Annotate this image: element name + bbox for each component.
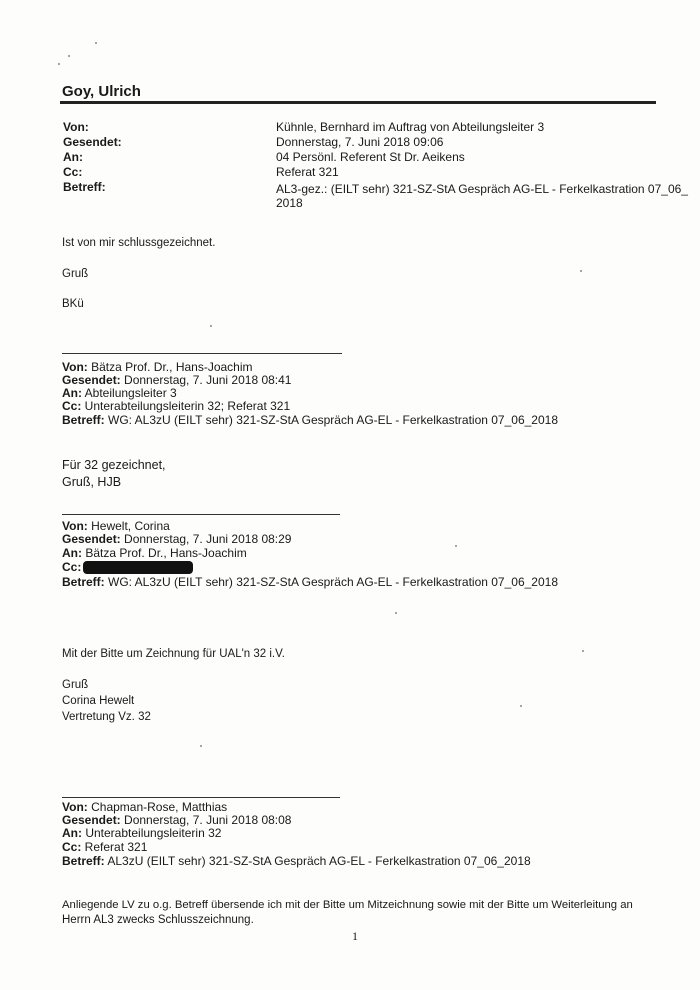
fwd3-gesendet-value: Donnerstag, 7. Juni 2018 08:08 (120, 813, 292, 827)
header-betreff-label: Betreff: (63, 180, 106, 194)
header-von-label: Von: (63, 120, 89, 134)
separator-fwd3 (62, 797, 340, 798)
fwd1-betreff (62, 413, 558, 427)
fwd2-gesendet-label: Gesendet: (62, 532, 121, 546)
fwd2-betreff-value: WG: AL3zU (EILT sehr) 321-SZ-StA Gespräch AG-EL - Ferkelkastration 07_06_2018 (104, 575, 558, 589)
fwd1-cc-value: Unterabteilungsleiterin 32; Referat 321 (81, 399, 291, 413)
scan-speck (580, 270, 582, 272)
fwd2-body-name: Corina Hewelt (62, 695, 135, 707)
fwd1-betreff-value: WG: AL3zU (EILT sehr) 321-SZ-StA Gespräch AG-EL - Ferkelkastration 07_06_2018 (104, 413, 558, 427)
fwd2-gesendet (62, 532, 291, 546)
fwd3-von-value: Chapman-Rose, Matthias (87, 800, 228, 814)
fwd3-an (62, 826, 221, 840)
fwd2-an-value: Bätza Prof. Dr., Hans-Joachim (82, 546, 247, 560)
header-von-value: Kühnle, Bernhard im Auftrag von Abteilungsleiter 3 (276, 120, 545, 134)
header-cc-value: Referat 321 (276, 165, 339, 179)
fwd2-body-line1: Mit der Bitte um Zeichnung für UAL'n 32 i.V. (62, 648, 285, 660)
fwd3-gesendet-label: Gesendet: (62, 813, 121, 827)
header-gesendet-label: Gesendet: (63, 135, 122, 149)
sender-title: Goy, Ulrich (62, 83, 141, 100)
message1-line1: Ist von mir schlussgezeichnet. (62, 237, 216, 249)
fwd1-gesendet (62, 373, 291, 387)
fwd2-von (62, 519, 170, 533)
scan-speck (210, 325, 212, 327)
fwd2-von-label: Von: (62, 519, 88, 533)
fwd2-gesendet-value: Donnerstag, 7. Juni 2018 08:29 (120, 532, 292, 546)
header-an-value: 04 Persönl. Referent St Dr. Aeikens (276, 150, 465, 164)
fwd2-betreff-label: Betreff: (62, 575, 105, 589)
fwd3-body-line2: Herrn AL3 zwecks Schlusszeichnung. (62, 914, 254, 926)
separator-fwd1 (62, 353, 342, 354)
scan-speck (95, 42, 97, 44)
fwd3-von-label: Von: (62, 800, 88, 814)
fwd1-gesendet-label: Gesendet: (62, 373, 121, 387)
fwd2-cc-label: Cc: (62, 560, 82, 574)
header-betreff-value-cont: 2018 (276, 196, 303, 210)
scan-speck (200, 745, 202, 747)
fwd1-betreff-label: Betreff: (62, 413, 105, 427)
fwd2-an-label: An: (62, 546, 82, 560)
fwd3-an-label: An: (62, 826, 82, 840)
fwd1-gesendet-value: Donnerstag, 7. Juni 2018 08:41 (120, 373, 292, 387)
header-gesendet-value: Donnerstag, 7. Juni 2018 09:06 (276, 135, 444, 149)
fwd2-betreff (62, 575, 558, 589)
fwd1-von-value: Bätza Prof. Dr., Hans-Joachim (87, 360, 253, 374)
fwd3-cc (62, 840, 147, 854)
fwd1-cc-label: Cc: (62, 399, 82, 413)
header-cc-label: Cc: (63, 165, 83, 179)
fwd2-body-greeting: Gruß (62, 679, 89, 691)
fwd1-cc (62, 399, 290, 413)
fwd3-an-value: Unterabteilungsleiterin 32 (82, 826, 222, 840)
scan-speck (520, 705, 522, 707)
fwd3-cc-value: Referat 321 (81, 840, 148, 854)
fwd1-an-value: Abteilungsleiter 3 (82, 386, 177, 400)
fwd2-an (62, 546, 247, 560)
fwd1-body-line1: Für 32 gezeichnet, (62, 458, 166, 472)
fwd3-von (62, 800, 227, 814)
fwd2-cc (62, 560, 193, 574)
scan-speck (395, 612, 397, 614)
message1-greeting: Gruß (62, 268, 89, 280)
scan-speck (582, 650, 584, 652)
fwd2-von-value: Hewelt, Corina (87, 519, 170, 533)
fwd3-betreff (62, 854, 531, 868)
header-an-label: An: (63, 150, 83, 164)
fwd1-body-line2: Gruß, HJB (62, 475, 122, 489)
redaction-bar (83, 561, 193, 574)
separator-fwd2 (62, 514, 340, 515)
fwd3-body-line1: Anliegende LV zu o.g. Betreff übersende ich mit der Bitte um Mitzeichnung sowie mit der Bitte um Weiterleitung an (62, 899, 633, 911)
fwd3-gesendet (62, 813, 291, 827)
fwd3-betreff-label: Betreff: (62, 854, 105, 868)
fwd3-betreff-value: AL3zU (EILT sehr) 321-SZ-StA Gespräch AG-EL - Ferkelkastration 07_06_2018 (104, 854, 531, 868)
scan-speck (455, 545, 457, 547)
fwd3-cc-label: Cc: (62, 840, 82, 854)
scan-speck (68, 55, 70, 57)
fwd1-von-label: Von: (62, 360, 88, 374)
header-betreff-value: AL3-gez.: (EILT sehr) 321-SZ-StA Gespräch AG-EL - Ferkelkastration 07_06_ (276, 182, 688, 196)
header-rule (60, 101, 656, 104)
fwd1-an (62, 386, 177, 400)
fwd1-von (62, 360, 253, 374)
message1-signature: BKü (62, 298, 84, 310)
fwd2-body-role: Vertretung Vz. 32 (62, 711, 151, 723)
scan-speck (58, 63, 60, 65)
page-number: 1 (352, 929, 358, 943)
fwd1-an-label: An: (62, 386, 82, 400)
